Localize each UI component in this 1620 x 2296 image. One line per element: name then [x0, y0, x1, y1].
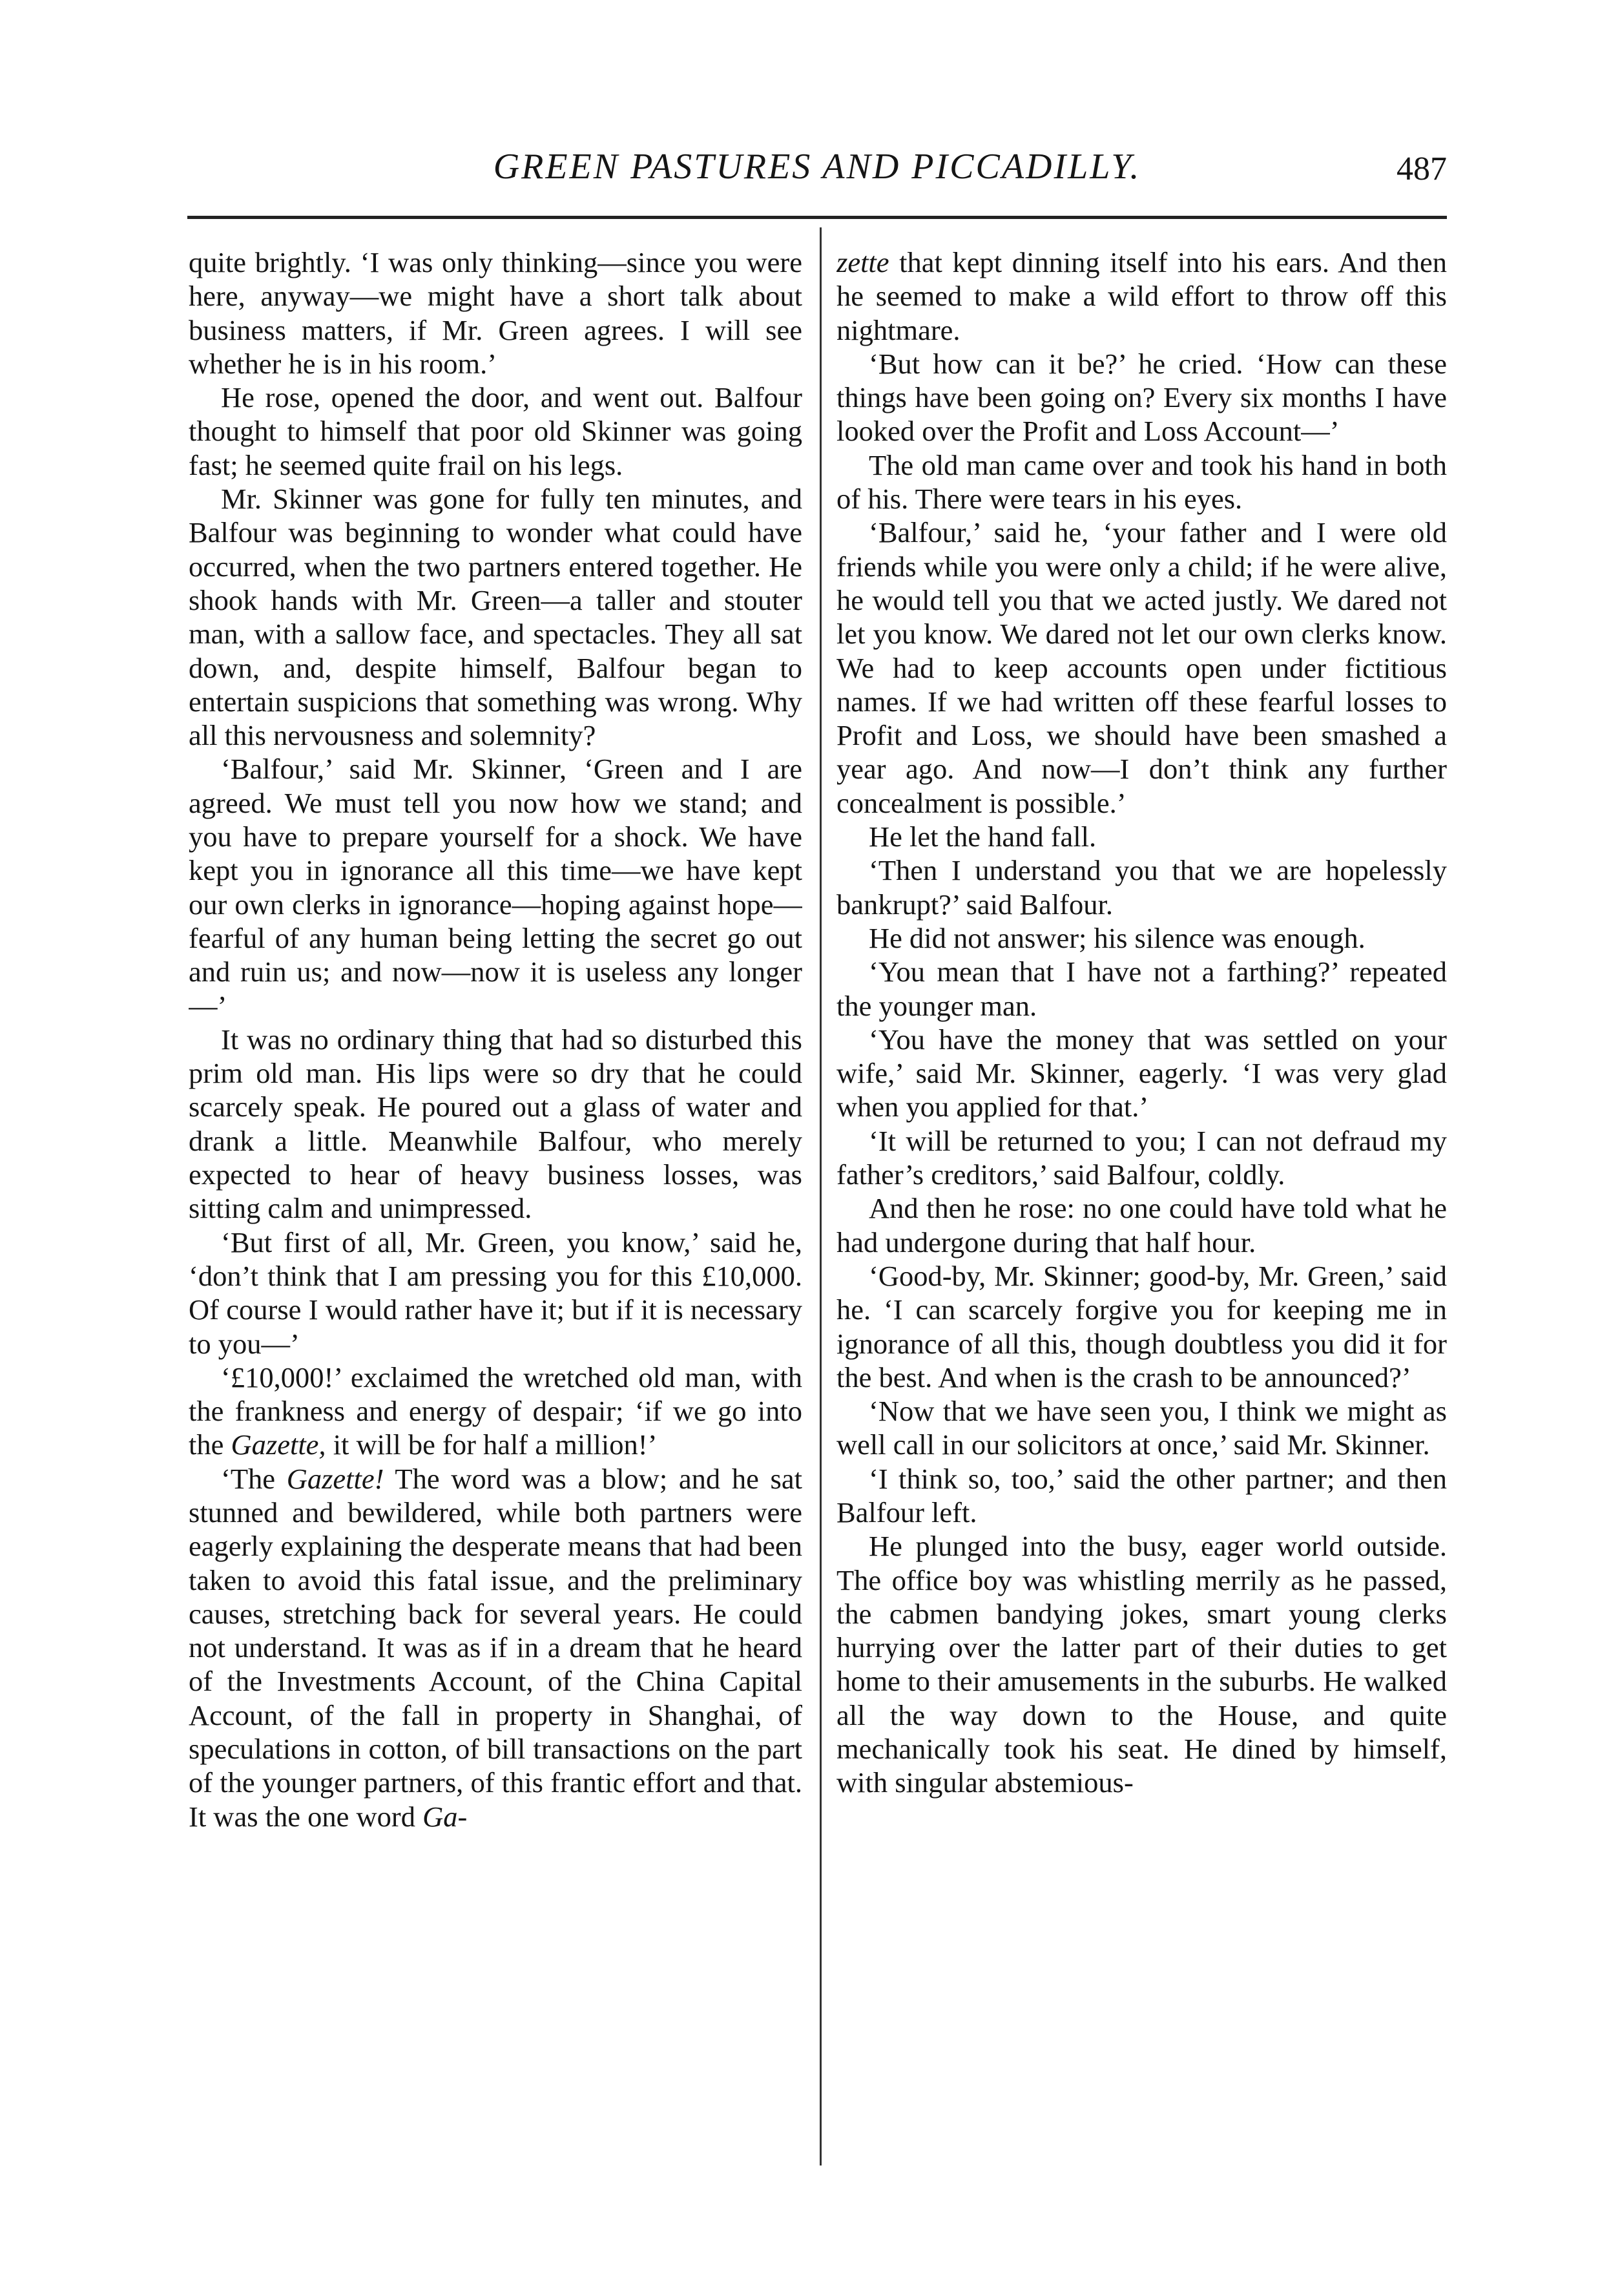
left-column [189, 245, 802, 2158]
italic-run: Gazette! [286, 1462, 384, 1495]
paragraph: ‘Balfour,’ said he, ‘your father and I were old friends while you were only a child; if he were alive, he would tell you that we acted justly. We dared not let you know. We dared not let our own clerks know. We had to keep accounts open under fictitious names. If we had written off these fearful losses to Profit and Loss, we should have been smashed a year ago. And now—I don’t think any further concealment is possible.’ [836, 516, 1447, 819]
italic-run: Gazette, [231, 1428, 326, 1461]
paragraph: ‘Good-by, Mr. Skinner; good-by, Mr. Green,’ said he. ‘I can scarcely forgive you for keeping me in ignorance of all this, though doubtless you did it for the best. And when is the crash to be announced?’ [836, 1259, 1447, 1393]
paragraph [836, 245, 1447, 347]
page-number: 487 [1397, 151, 1447, 187]
text-run: ‘The [221, 1462, 287, 1495]
paragraph: ‘It will be returned to you; I can not defraud my father’s creditors,’ said Balfour, coldly. [836, 1124, 1447, 1191]
paragraph: He plunged into the busy, eager world outside. The office boy was whistling merrily as he passed, the cabmen bandying jokes, smart young clerks hurrying over the latter part of their duties to get home to their amusements in the suburbs. He walked all the way down to the House, and quite mechanically took his seat. He dined by himself, with singular abstemious- [836, 1530, 1447, 1799]
paragraph [189, 1361, 802, 1462]
text-run: ‘£10,000!’ exclaimed the wretched old man, with the frankness and energy of despair; ‘if we go into the [189, 1361, 802, 1461]
italic-run: zette [836, 246, 889, 278]
paragraph: ‘You have the money that was settled on your wife,’ said Mr. Skinner, eagerly. ‘I was very glad when you applied for that.’ [836, 1023, 1447, 1123]
paragraph: He rose, opened the door, and went out. Balfour thought to himself that poor old Skinner was going fast; he seemed quite frail on his legs. [189, 381, 802, 481]
paragraph: ‘But how can it be?’ he cried. ‘How can these things have been going on? Every six months I have looked over the Profit and Loss Account—’ [836, 347, 1447, 448]
paragraph: The old man came over and took his hand in both of his. There were tears in his eyes. [836, 448, 1447, 516]
column-divider [820, 227, 822, 2166]
text-run: The word was a blow; and he sat stunned and bewildered, while both partners were eagerly explaining the desperate means that had been taken to avoid this fatal issue, and the preliminary causes, stretching back for several years. He could not understand. It was as if in a dream that he heard of the Investments Account, of the China Capital Account, of the fall in property in Shanghai, of speculations in cotton, of bill transactions on the part of the younger partners, of this frantic effort and that. It was the one word [189, 1462, 802, 1833]
paragraph: ‘Then I understand you that we are hopelessly bankrupt?’ said Balfour. [836, 854, 1447, 921]
paragraph: ‘Now that we have seen you, I think we might as well call in our solicitors at once,’ said Mr. Skinner. [836, 1395, 1447, 1461]
header-rule [187, 216, 1447, 219]
paragraph: It was no ordinary thing that had so disturbed this prim old man. His lips were so dry that he could scarcely speak. He poured out a glass of water and drank a little. Meanwhile Balfour, who merely expected to hear of heavy business losses, was sitting calm and unimpressed. [189, 1023, 802, 1225]
paragraph: quite brightly. ‘I was only thinking—since you were here, anyway—we might have a short talk about business matters, if Mr. Green agrees. I will see whether he is in his room.’ [189, 246, 802, 380]
page-header [187, 141, 1447, 199]
text-run: that kept dinning itself into his ears. And then he seemed to make a wild effort to throw off this nightmare. [836, 246, 1447, 346]
paragraph: ‘I think so, too,’ said the other partner; and then Balfour left. [836, 1462, 1447, 1529]
paragraph: And then he rose: no one could have told what he had undergone during that half hour. [836, 1192, 1447, 1258]
paragraph: He let the hand fall. [869, 820, 1097, 853]
paragraph: ‘You mean that I have not a farthing?’ repeated the younger man. [836, 955, 1447, 1022]
paragraph: Mr. Skinner was gone for fully ten minutes, and Balfour was beginning to wonder what could have occurred, when the two partners entered together. He shook hands with Mr. Green—a taller and stouter man, with a sallow face, and spectacles. They all sat down, and, despite himself, Balfour began to entertain suspicions that something was wrong. Why all this nervousness and solemnity? [189, 483, 802, 752]
paragraph [189, 1462, 802, 1833]
paragraph: He did not answer; his silence was enough. [869, 921, 1366, 954]
paragraph: ‘Balfour,’ said Mr. Skinner, ‘Green and I are agreed. We must tell you now how we stand; and you have to prepare yourself for a shock. We have kept you in ignorance all this time—we have kept our own clerks in ignorance—hoping against hope—fearful of any human being letting the secret go out and ruin us; and now—now it is useless any longer—’ [189, 753, 802, 1022]
running-title: GREEN PASTURES AND PICCADILLY. [493, 147, 1141, 187]
right-column [836, 245, 1447, 2158]
italic-run: Ga- [422, 1800, 468, 1833]
text-run: it will be for half a million!’ [326, 1428, 658, 1461]
paragraph: ‘But first of all, Mr. Green, you know,’ said he, ‘don’t think that I am pressing you for this £10,000. Of course I would rather have it; but if it is necessary to you—’ [189, 1226, 802, 1360]
